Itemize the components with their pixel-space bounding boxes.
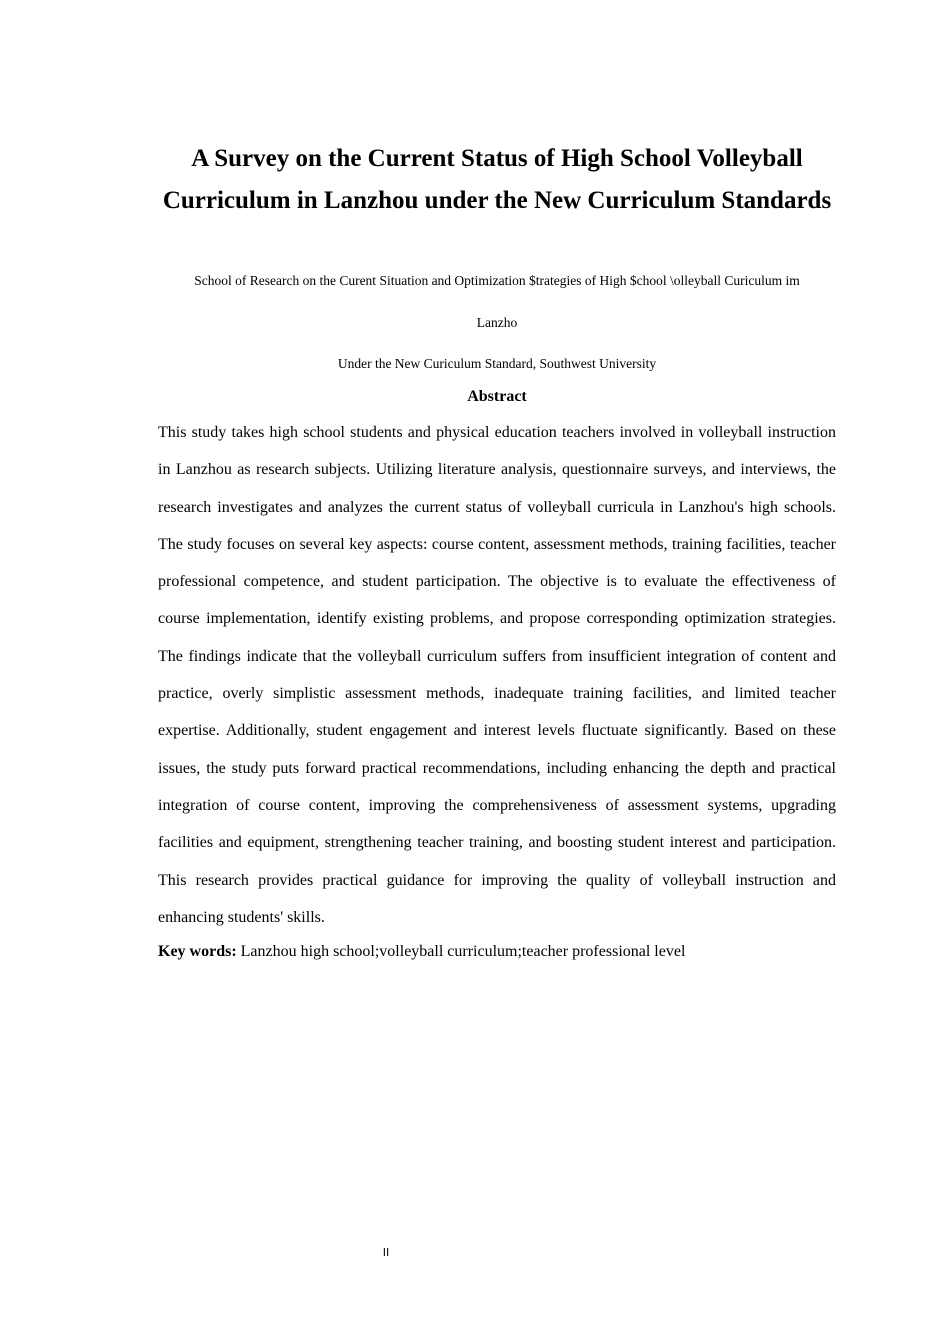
abstract-heading: Abstract xyxy=(467,388,527,405)
paper-title: A Survey on the Current Status of High School Volleyball Curriculum in Lanzhou under the New Curriculum Standards xyxy=(162,145,832,214)
page-number: II xyxy=(382,1246,390,1259)
affiliation-line-2: Lanzho xyxy=(476,315,518,330)
affiliation-line-3: Under the New Curiculum Standard, Southwest University xyxy=(337,356,657,371)
keywords-line xyxy=(158,940,836,964)
affiliation-line-1: School of Research on the Curent Situation and Optimization $trategies of High $chool \olleyball Curiculum im xyxy=(194,273,800,288)
abstract-text: This study takes high school students and physical education teachers involved in volleyball instruction in Lanzhou as research subjects. Utilizing literature analysis, questionnaire surveys, and interviews, the research investigates and analyzes the current status of volleyball curricula in Lanzhou's high schools. The study focuses on several key aspects: course content, assessment methods, training facilities, teacher professional competence, and student participation. The objective is to evaluate the effectiveness of course implementation, identify existing problems, and propose corresponding optimization strategies. The findings indicate that the volleyball curriculum suffers from insufficient integration of content and practice, overly simplistic assessment methods, inadequate training facilities, and limited teacher expertise. Additionally, student engagement and interest levels fluctuate significantly. Based on these issues, the study puts forward practical recommendations, including enhancing the depth and practical integration of course content, improving the comprehensiveness of assessment systems, upgrading facilities and equipment, strengthening teacher training, and boosting student interest and participation. This research provides practical guidance for improving the quality of volleyball instruction and enhancing students' skills. xyxy=(158,424,836,926)
keywords-text: Lanzhou high school;volleyball curriculum;teacher professional level xyxy=(236,943,686,960)
keywords-label: Key words: xyxy=(158,943,237,960)
